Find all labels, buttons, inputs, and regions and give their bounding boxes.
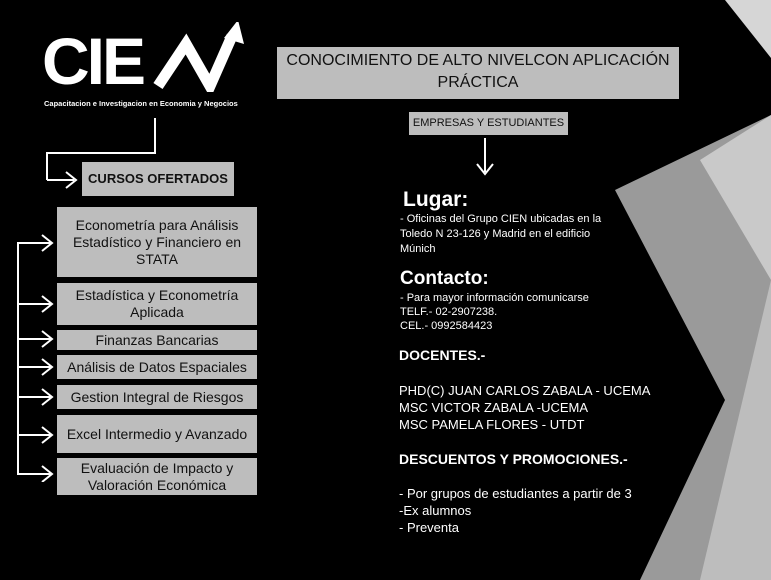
- docentes-title: DOCENTES.-: [399, 347, 486, 363]
- course-arrows: [17, 232, 57, 482]
- docente-item: MSC VICTOR ZABALA -UCEMA: [399, 400, 589, 415]
- descuento-item: -Ex alumnos: [399, 503, 472, 518]
- contacto-telf: TELF.- 02-2907238.: [400, 306, 498, 318]
- courses-title: CURSOS OFERTADOS: [82, 162, 234, 196]
- lugar-text: - Oficinas del Grupo CIEN ubicadas en la Toledo N 23-126 y Madrid en el edificio Múnich: [400, 213, 602, 255]
- contacto-line: - Para mayor información comunicarse: [400, 292, 589, 304]
- docente-item: PHD(C) JUAN CARLOS ZABALA - UCEMA: [399, 383, 651, 398]
- course-item: Excel Intermedio y Avanzado: [57, 415, 257, 453]
- lugar-title: Lugar:: [403, 188, 469, 211]
- course-item: Finanzas Bancarias: [57, 330, 257, 350]
- cien-logo-icon: [40, 22, 250, 92]
- contacto-cel: CEL.- 0992584423: [400, 320, 493, 332]
- course-item: Análisis de Datos Espaciales: [57, 355, 257, 379]
- descuento-item: - Preventa: [399, 520, 459, 535]
- audience-badge: EMPRESAS Y ESTUDIANTES: [409, 112, 568, 135]
- arrow-right-icon: [46, 168, 82, 192]
- course-item: Econometría para Análisis Estadístico y Financiero en STATA: [57, 207, 257, 277]
- arrow-down-icon: [473, 138, 497, 178]
- course-item: Evaluación de Impacto y Valoración Económica: [57, 458, 257, 495]
- logo-tagline: Capacitacion e Investigacion en Economia y Negocios: [44, 99, 238, 108]
- headline: CONOCIMIENTO DE ALTO NIVELCON APLICACIÓN PRÁCTICA: [277, 47, 679, 99]
- docente-item: MSC PAMELA FLORES - UTDT: [399, 417, 585, 432]
- descuento-item: - Por grupos de estudiantes a partir de 3: [399, 486, 632, 501]
- shape-top-corner: [725, 0, 771, 58]
- svg-text:CIE: CIE: [42, 24, 144, 92]
- course-item: Estadística y Econometría Aplicada: [57, 283, 257, 325]
- contacto-title: Contacto:: [400, 268, 489, 289]
- descuentos-title: DESCUENTOS Y PROMOCIONES.-: [399, 451, 628, 467]
- course-item: Gestion Integral de Riesgos: [57, 385, 257, 409]
- logo: [40, 22, 250, 112]
